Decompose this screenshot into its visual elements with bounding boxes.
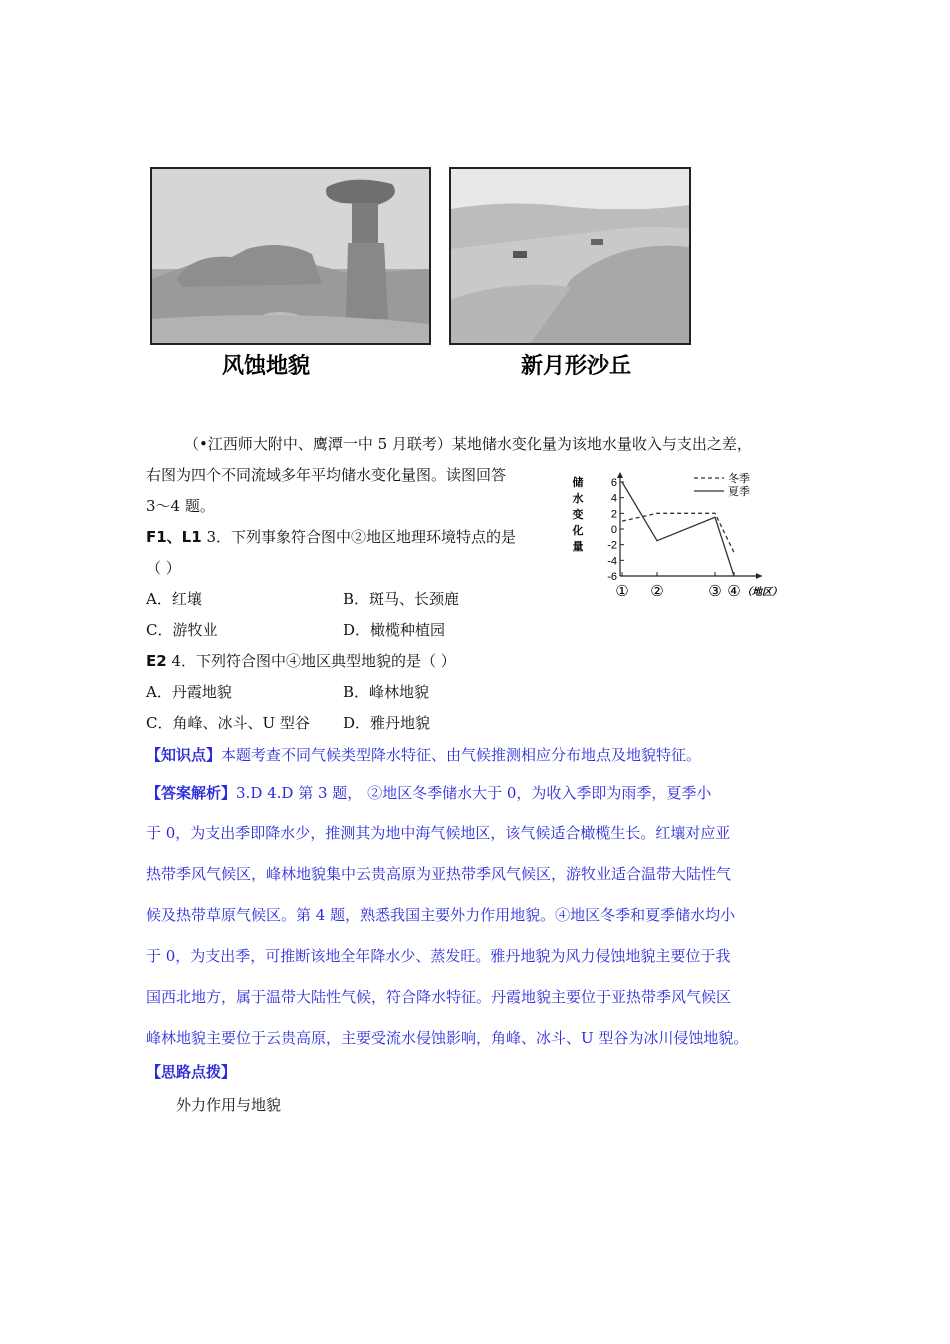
crescent-dune-photo	[449, 167, 691, 345]
q3-option-c: C．游牧业	[146, 621, 218, 639]
sand-dune-image	[451, 169, 689, 343]
right-photo-caption: 新月形沙丘	[521, 354, 632, 379]
question-3-tag: F1、L1	[146, 528, 202, 546]
water-storage-chart	[566, 464, 782, 612]
y-tick-label: 2	[610, 508, 617, 521]
q3-option-a: A．红壤	[146, 590, 202, 608]
y-axis-label-char: 水	[572, 492, 584, 505]
y-axis-label-char: 化	[572, 524, 584, 537]
x-axis-arrow	[756, 573, 762, 579]
y-axis-arrow	[617, 472, 623, 478]
y-tick-label: 4	[610, 492, 617, 505]
x-axis-label: （地区）	[742, 587, 782, 598]
mushroom-rock-image	[152, 169, 429, 343]
q4-option-d: D．雅丹地貌	[343, 714, 431, 732]
y-tick-label: 6	[610, 477, 617, 489]
x-tick-label: ③	[708, 582, 722, 600]
q4-option-a: A．丹霞地貌	[146, 683, 232, 701]
x-tick-label: ②	[650, 582, 664, 600]
left-photo-caption: 风蚀地貌	[222, 354, 311, 379]
question-4-stem: 4．下列符合图中④地区典型地貌的是（ ）	[166, 652, 456, 670]
legend-label: 夏季	[728, 485, 750, 498]
legend-label: 冬季	[728, 472, 750, 485]
question-3	[146, 527, 516, 547]
x-tick-label: ①	[615, 582, 629, 600]
q3-option-d: D．橄榄种植园	[343, 621, 446, 639]
q4-option-c: C．角峰、冰斗、U 型谷	[146, 714, 310, 732]
question-3-stem: 3．下列事象符合图中②地区地理环境特点的是	[201, 528, 517, 546]
analysis-line-5: 于 0，为支出季，可推断该地全年降水少、蒸发旺。雅丹地貌为风力侵蚀地貌主要位于我	[146, 947, 731, 965]
y-axis-label-char: 变	[572, 508, 584, 521]
intro-line-3: 3～4 题。	[146, 497, 215, 515]
analysis-label: 【答案解析】	[146, 784, 237, 802]
intro-line-2: 右图为四个不同流域多年平均储水变化量图。读图回答	[146, 466, 507, 484]
y-tick-label: -2	[607, 539, 617, 552]
question-3-blank: （ ）	[146, 559, 181, 577]
q3-option-b: B．斑马、长颈鹿	[343, 590, 460, 608]
y-tick-label: 0	[610, 524, 617, 536]
analysis-line-1	[146, 783, 711, 803]
knowledge-label: 【知识点】	[146, 746, 222, 764]
analysis-line-7: 峰林地貌主要位于云贵高原，主要受流水侵蚀影响，角峰、冰斗、U 型谷为冰川侵蚀地貌。	[146, 1029, 749, 1047]
question-4	[146, 651, 456, 671]
y-axis-label-char: 量	[572, 540, 584, 553]
wind-erosion-photo	[150, 167, 431, 345]
y-axis-label-char: 储	[572, 476, 584, 489]
analysis-line-2: 于 0，为支出季即降水少，推测其为地中海气候地区，该气候适合橄榄生长。红壤对应亚	[146, 824, 731, 842]
question-4-tag: E2	[146, 652, 167, 670]
analysis-text-1: 3.D 4.D 第 3 题， ②地区冬季储水大于 0，为收入季即为雨季，夏季小	[236, 784, 712, 802]
hint-label: 【思路点拨】	[146, 1063, 237, 1081]
analysis-line-4: 候及热带草原气候区。第 4 题，熟悉我国主要外力作用地貌。④地区冬季和夏季储水均小	[146, 906, 736, 924]
intro-line-1: （•江西师大附中、鹰潭一中 5 月联考）某地储水变化量为该地水量收入与支出之差，	[184, 435, 752, 453]
x-tick-label: ④	[727, 582, 741, 600]
hint-text: 外力作用与地貌	[176, 1096, 282, 1114]
analysis-line-3: 热带季风气候区，峰林地貌集中云贵高原为亚热带季风气候区，游牧业适合温带大陆性气	[146, 865, 732, 883]
knowledge-text: 本题考查不同气候类型降水特征、由气候推测相应分布地点及地貌特征。	[221, 746, 702, 764]
analysis-line-6: 国西北地方，属于温带大陆性气候，符合降水特征。丹霞地貌主要位于亚热带季风气候区	[146, 988, 732, 1006]
knowledge-point	[146, 745, 701, 765]
y-tick-label: -6	[607, 571, 617, 583]
series-line-summer	[622, 482, 734, 576]
q4-option-b: B．峰林地貌	[343, 683, 430, 701]
y-tick-label: -4	[607, 555, 617, 568]
